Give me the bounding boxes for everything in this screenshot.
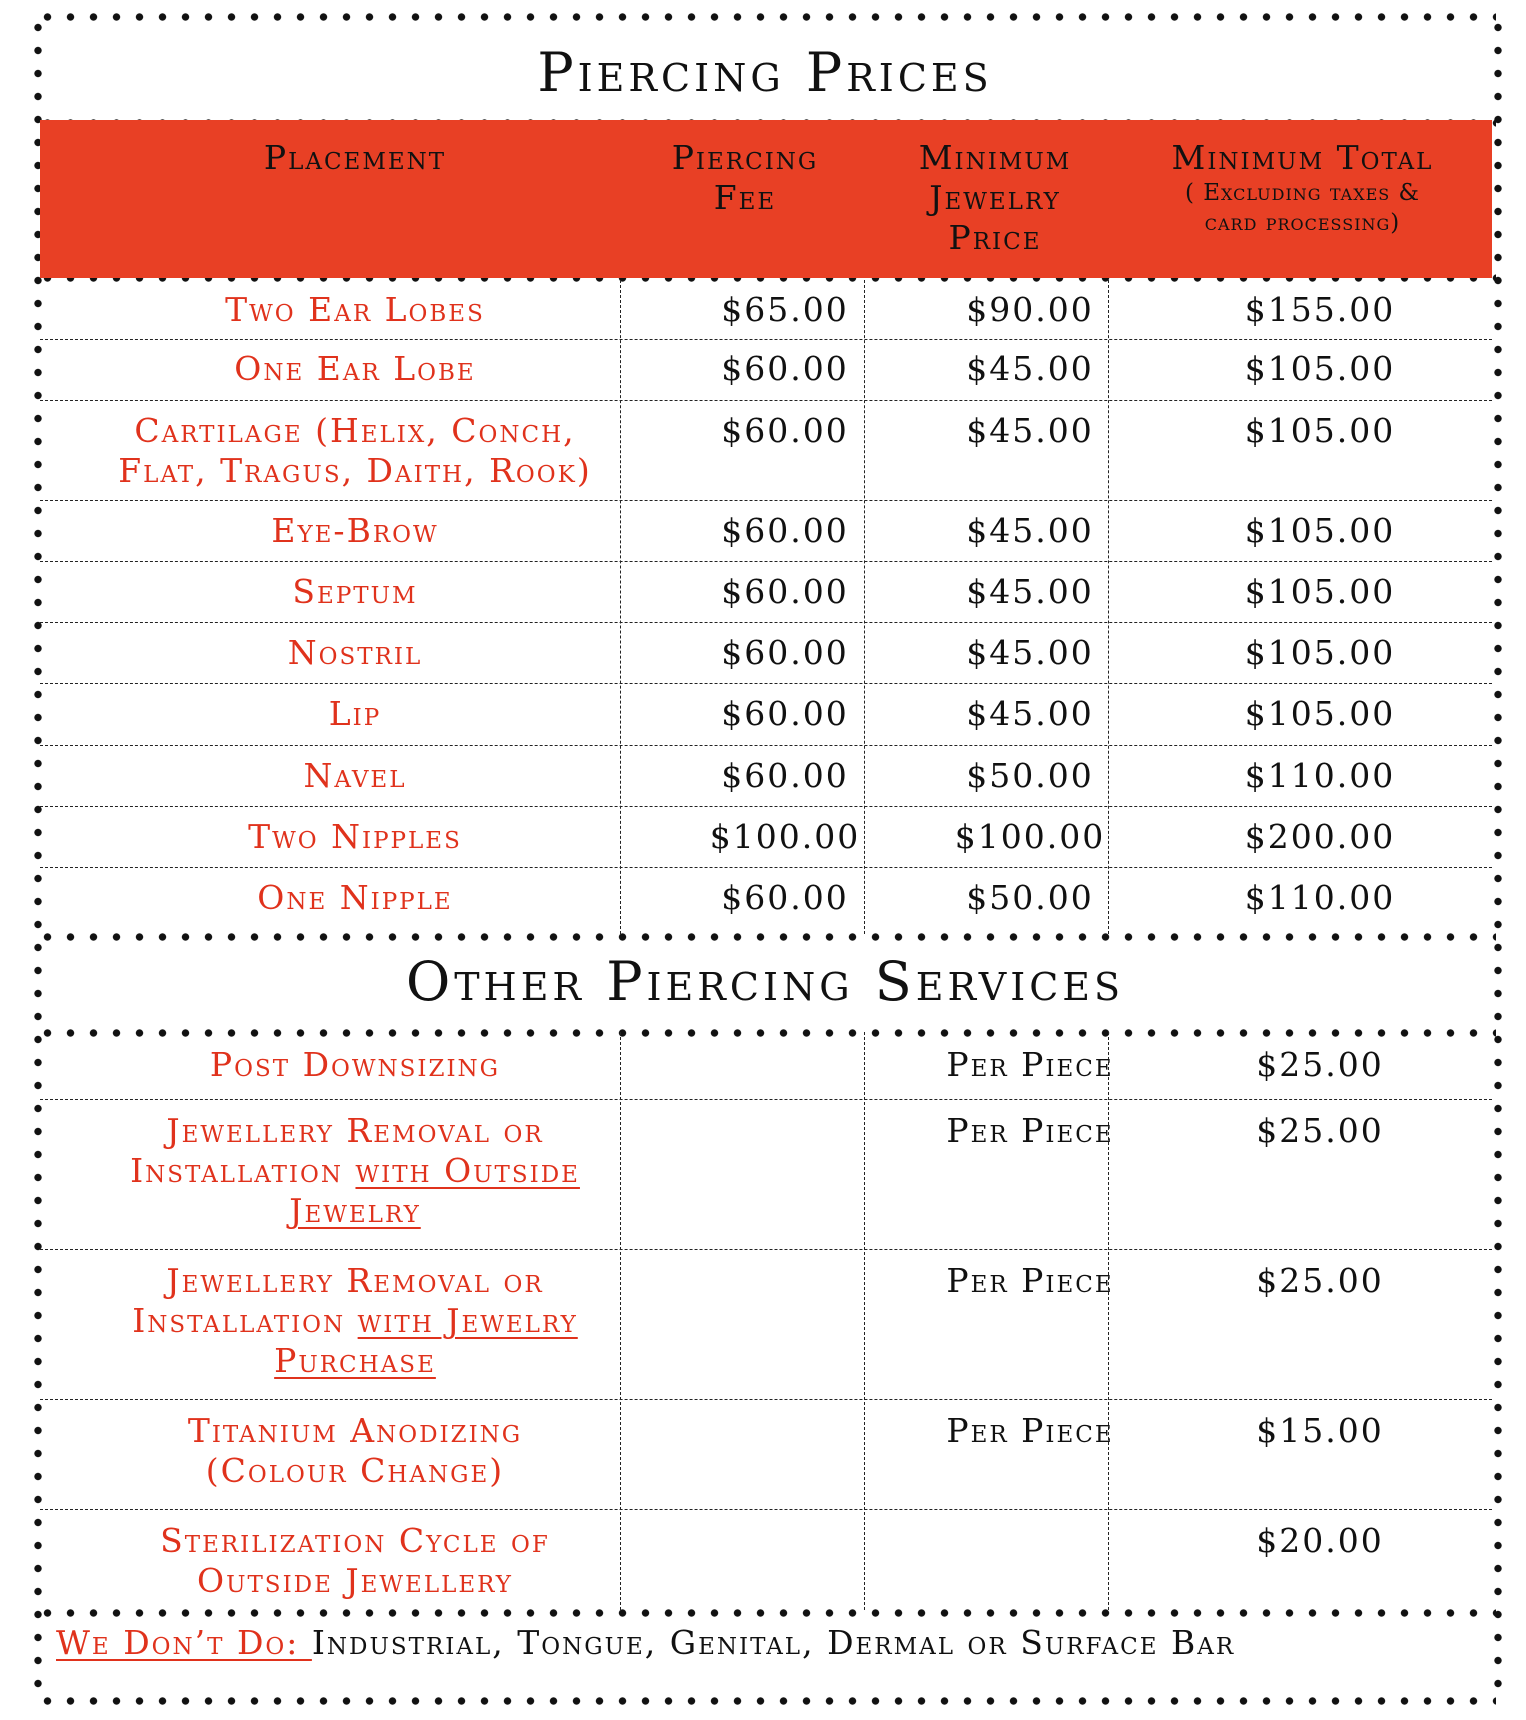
row-separator [40,806,1492,807]
row-separator [40,1509,1492,1510]
service-line: Installation [130,1151,356,1190]
placement-line: Cartilage (Helix, Conch, [134,411,576,450]
fee-cell: $60.00 [721,633,849,672]
jewelry-cell: $50.00 [966,878,1094,917]
header-placement [60,138,650,178]
service-name [60,1411,650,1491]
row-separator [40,400,1492,401]
unit-cell: Per Piece [946,1045,1114,1084]
dotted-border-bottom [36,1696,1496,1706]
placement-cell: Nostril [287,633,423,672]
header-placement-label: Placement [263,138,447,177]
total-cell: $110.00 [1244,878,1396,917]
header-note-line: ( Excluding taxes & [1184,180,1421,206]
service-line-underlined: Jewelry [289,1191,421,1230]
row-separator [40,683,1492,684]
row-separator [40,745,1492,746]
jewelry-cell: $50.00 [966,756,1094,795]
header-label: Fee [713,178,777,217]
placement-cell: One Nipple [257,878,453,917]
placement-cell: Septum [292,572,418,611]
total-cell: $105.00 [1244,411,1396,450]
header-label: Jewelry [929,178,1061,217]
header-label: Piercing [671,138,819,177]
header-label: Minimum Total [1171,138,1434,177]
placement-cell: Two Ear Lobes [225,290,485,329]
header-note [1125,178,1480,238]
dotted-border-top [36,12,1496,22]
fee-cell: $60.00 [721,349,849,388]
jewelry-cell: $90.00 [966,290,1094,329]
unit-cell: Per Piece [946,1261,1114,1300]
jewelry-cell: $45.00 [966,694,1094,733]
service-line: Sterilization Cycle of [160,1521,550,1560]
fee-cell: $60.00 [721,756,849,795]
service-line: Installation [132,1301,358,1340]
service-line: Outside Jewellery [197,1561,513,1600]
fee-cell: $60.00 [721,411,849,450]
header-piercing-fee [660,138,830,218]
service-name [60,1261,650,1381]
jewelry-cell: $45.00 [966,511,1094,550]
placement-cell: Two Nipples [248,817,462,856]
fee-cell: $100.00 [709,817,861,856]
jewelry-cell: $45.00 [966,349,1094,388]
total-cell: $155.00 [1244,290,1396,329]
row-separator [40,500,1492,501]
service-line-underlined: with Jewelry [357,1301,578,1340]
jewelry-cell: $45.00 [966,411,1094,450]
section-title-other-services: Other Piercing Services [405,950,1125,1013]
placement-cell: Navel [303,756,407,795]
footer-note [56,1623,1486,1663]
dotted-divider [36,1028,1496,1038]
total-cell: $105.00 [1244,633,1396,672]
fee-cell: $60.00 [721,511,849,550]
service-line-underlined: Purchase [274,1341,436,1380]
price-cell: $25.00 [1256,1045,1384,1084]
total-cell: $105.00 [1244,349,1396,388]
placement-cell: One Ear Lobe [234,349,476,388]
jewelry-cell: $45.00 [966,572,1094,611]
dotted-border-right [1493,16,1503,1702]
jewelry-cell: $100.00 [954,817,1106,856]
service-name [60,1521,650,1601]
total-cell: $105.00 [1244,572,1396,611]
price-cell: $20.00 [1256,1521,1384,1560]
service-line: (Colour Change) [205,1451,505,1490]
total-cell: $105.00 [1244,694,1396,733]
footer-label: We Don’t Do: [56,1623,312,1662]
price-cell: $25.00 [1256,1111,1384,1150]
header-label: Minimum [918,138,1072,177]
total-cell: $110.00 [1244,756,1396,795]
unit-cell: Per Piece [946,1411,1114,1450]
page-title: Piercing Prices [537,41,993,104]
placement-cell: Lip [328,694,382,733]
price-cell: $15.00 [1256,1411,1384,1450]
service-name: Post Downsizing [209,1045,501,1084]
dotted-divider [36,1608,1496,1618]
header-note-line: card processing) [1204,210,1401,236]
service-line: Jewellery Removal or [166,1261,544,1300]
placement-cell: Eye-Brow [271,511,439,550]
fee-cell: $65.00 [721,290,849,329]
service-line: Jewellery Removal or [166,1111,544,1150]
header-min-total [1125,138,1480,238]
total-cell: $200.00 [1244,817,1396,856]
row-separator [40,561,1492,562]
service-name [60,1111,650,1231]
row-separator [40,339,1492,340]
row-separator [40,622,1492,623]
total-cell: $105.00 [1244,511,1396,550]
fee-cell: $60.00 [721,878,849,917]
fee-cell: $60.00 [721,694,849,733]
column-divider [864,1032,865,1610]
placement-line: Flat, Tragus, Daith, Rook) [118,451,592,490]
dotted-divider [36,932,1496,942]
service-line: Titanium Anodizing [187,1411,523,1450]
row-separator [40,1099,1492,1100]
row-separator [40,1399,1492,1400]
row-separator [40,1249,1492,1250]
fee-cell: $60.00 [721,572,849,611]
unit-cell: Per Piece [946,1111,1114,1150]
jewelry-cell: $45.00 [966,633,1094,672]
placement-cell [60,411,650,491]
header-label: Price [948,218,1042,257]
footer-text: Industrial, Tongue, Genital, Dermal or Surface Bar [311,1623,1236,1662]
row-separator [40,867,1492,868]
header-min-jewelry [880,138,1110,258]
service-line-underlined: with Outside [355,1151,580,1190]
price-cell: $25.00 [1256,1261,1384,1300]
